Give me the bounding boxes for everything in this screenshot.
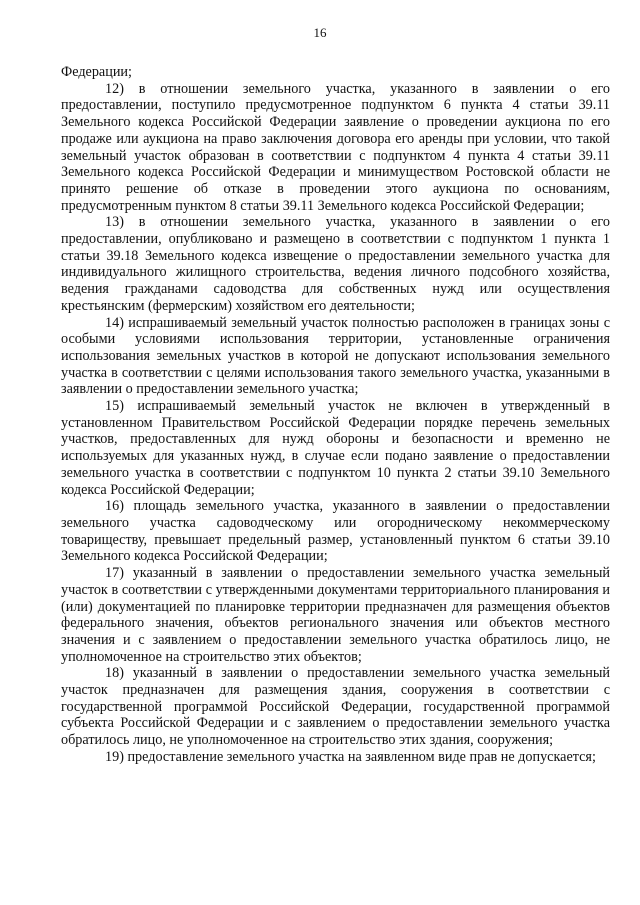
page-number: 16 xyxy=(313,25,327,40)
list-item-14: 14) испрашиваемый земельный участок полностью расположен в границах зоны с особыми условиями использования территории, установленные ограничения использования земельных участков в которой не допускают использования земельного участка в соответствии с целями использования такого земельного участка, указанными в заявлении о предоставлении земельного участка; xyxy=(61,314,610,398)
document-body xyxy=(61,64,610,766)
list-item-18: 18) указанный в заявлении о предоставлении земельного участка земельный участок предназначен для размещения здания, сооружения в соответствии с государственной программой Российской Федерации, государственной программой субъекта Российской Федерации и с заявлением о предоставлении земельного участка обратилось лицо, не уполномоченное на строительство этих здания, сооружения; xyxy=(61,665,610,749)
list-item-16: 16) площадь земельного участка, указанного в заявлении о предоставлении земельного участка садоводческому или огородническому некоммерческому товариществу, превышает предельный размер, установленный пунктом 6 статьи 39.10 Земельного кодекса Российской Федерации; xyxy=(61,498,610,565)
list-item-17: 17) указанный в заявлении о предоставлении земельного участка земельный участок в соответствии с утвержденными документами территориального планирования и (или) документацией по планировке территории предназначен для размещения объектов федерального значения, объектов регионального значения или объектов местного значения и с заявлением о предоставлении земельного участка обратилось лицо, не уполномоченное на строительство этих объектов; xyxy=(61,565,610,665)
continuation-text: Федерации; xyxy=(61,64,132,80)
list-item-13: 13) в отношении земельного участка, указанного в заявлении о его предоставлении, опубликовано и размещено в соответствии с подпунктом 1 пункта 1 статьи 39.18 Земельного кодекса извещение о предоставлении земельного участка для индивидуального жилищного строительства, ведения личного подсобного хозяйства, ведения гражданами садоводства для собственных нужд или осуществления крестьянским (фермерским) хозяйством его деятельности; xyxy=(61,214,610,314)
list-item-19: 19) предоставление земельного участка на заявленном виде прав не допускается; xyxy=(105,748,596,765)
list-item-12: 12) в отношении земельного участка, указанного в заявлении о его предоставлении, поступило предусмотренное подпунктом 6 пункта 4 статьи 39.11 Земельного кодекса Российской Федерации заявление о проведении аукциона по его продаже или аукциона на право заключения договора его аренды при условии, что такой земельный участок образован в соответствии с подпунктом 4 пункта 4 статьи 39.11 Земельного кодекса Российской Федерации и минимуществом Ростовской области не принято решение об отказе в проведении этого аукциона по основаниям, предусмотренным пунктом 8 статьи 39.11 Земельного кодекса Российской Федерации; xyxy=(61,80,610,214)
list-item-15: 15) испрашиваемый земельный участок не включен в утвержденный в установленном Правительством Российской Федерации порядке перечень земельных участков, предоставленных для нужд обороны и безопасности и временно не используемых для указанных нужд, в случае если подано заявление о предоставлении земельного участка в соответствии с подпунктом 10 пункта 2 статьи 39.10 Земельного кодекса Российской Федерации; xyxy=(61,398,610,498)
